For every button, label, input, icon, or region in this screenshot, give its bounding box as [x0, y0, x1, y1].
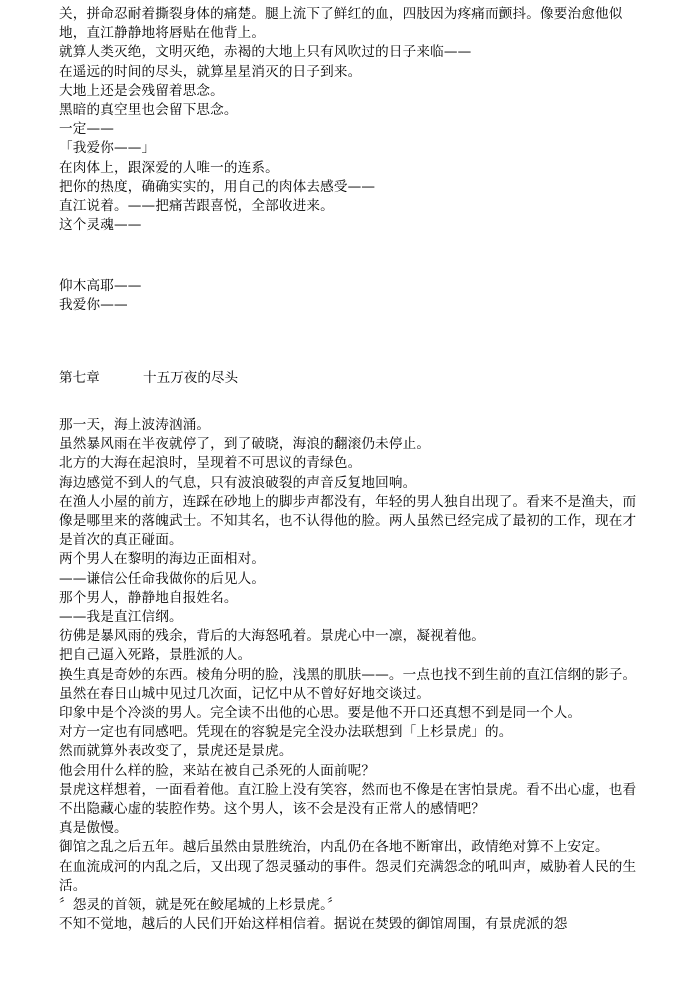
paragraph: 这个灵魂——	[59, 217, 142, 234]
paragraph: 御馆之乱之后五年。越后虽然由景胜统治，内乱仍在各地不断窜出，政情绝对算不上安定。	[59, 839, 609, 856]
text-section-chapter-body	[59, 416, 644, 934]
paragraph: 那个男人，静静地自报姓名。	[59, 589, 238, 606]
paragraph: 仰木高耶——	[59, 278, 142, 294]
paragraph: 两个男人在黎明的海边正面相对。	[59, 551, 266, 568]
paragraph: 对方一定也有同感吧。凭现在的容貌是完全没办法联想到「上杉景虎」的。	[59, 724, 513, 741]
paragraph: 虽然暴风雨在半夜就停了，到了破晓，海浪的翻滚仍未停止。	[59, 436, 431, 453]
paragraph: 真是傲慢。	[59, 820, 128, 837]
text-section-closing-lines	[59, 277, 644, 315]
text-section-before-chapter	[59, 5, 644, 235]
paragraph: 关，拼命忍耐着撕裂身体的痛楚。腿上流下了鲜红的血，四肢因为疼痛而颤抖。像要治愈他似地，直江静静地将唇贴在他背上。	[59, 6, 623, 42]
paragraph: 彷佛是暴风雨的残余，背后的大海怒吼着。景虎心中一凛，凝视着他。	[59, 628, 486, 645]
paragraph: 海边感觉不到人的气息，只有波浪破裂的声音反复地回响。	[59, 474, 417, 491]
paragraph: 印象中是个冷淡的男人。完全读不出他的心思。要是他不开口还真想不到是同一个人。	[59, 705, 582, 722]
chapter-number: 第七章	[59, 370, 100, 386]
paragraph: 景虎这样想着，一面看着他。直江脸上没有笑容，然而也不像是在害怕景虎。看不出心虚，也看不出隐藏心虚的装腔作势。这个男人，该不会是没有正常人的感情吧？	[59, 781, 637, 818]
paragraph: 〞怨灵的首领，就是死在鲛尾城的上杉景虎。〞	[59, 897, 341, 914]
paragraph: 黑暗的真空里也会留下思念。	[59, 102, 238, 119]
chapter-heading	[59, 369, 238, 388]
paragraph: 就算人类灭绝，文明灭绝，赤褐的大地上只有风吹过的日子来临——	[59, 44, 472, 61]
paragraph: 在血流成河的内乱之后，又出现了怨灵骚动的事件。怨灵们充满怨念的吼叫声，威胁着人民的生活。	[59, 858, 637, 894]
paragraph: 「我爱你——」	[59, 140, 156, 157]
paragraph: 我爱你——	[59, 297, 128, 314]
paragraph: 那一天，海上波涛汹涌。	[59, 417, 211, 433]
paragraph: 直江说着。——把痛苦跟喜悦，全部收进来。	[59, 198, 334, 215]
paragraph: 他会用什么样的脸，来站在被自己杀死的人面前呢？	[59, 762, 376, 779]
paragraph: 把自己逼入死路，景胜派的人。	[59, 647, 252, 664]
paragraph: ——我是直江信纲。	[59, 609, 183, 626]
paragraph: 在肉体上，跟深爱的人唯一的连系。	[59, 159, 279, 176]
paragraph: 不知不觉地，越后的人民们开始这样相信着。据说在焚毁的御馆周围，有景虎派的怨	[59, 916, 568, 933]
paragraph: 北方的大海在起浪时，呈现着不可思议的青绿色。	[59, 455, 362, 472]
chapter-title: 十五万夜的尽头	[143, 370, 239, 386]
paragraph: 把你的热度，确确实实的，用自己的肉体去感受——	[59, 178, 376, 195]
paragraph: 然而就算外表改变了，景虎还是景虎。	[59, 743, 293, 760]
paragraph: 大地上还是会残留着思念。	[59, 82, 224, 99]
paragraph: 在渔人小屋的前方，连踩在砂地上的脚步声都没有，年轻的男人独自出现了。看来不是渔夫，而像是哪里来的落魄武士。不知其名，也不认得他的脸。两人虽然已经完成了最初的工作，现在才是首次的真正碰面。	[59, 493, 637, 549]
paragraph: ——谦信公任命我做你的后见人。	[59, 570, 266, 587]
paragraph: 一定——	[59, 121, 114, 138]
paragraph: 在遥远的时间的尽头，就算星星消灭的日子到来。	[59, 63, 362, 80]
paragraph: 换生真是奇妙的东西。棱角分明的脸，浅黑的肌肤——。一点也找不到生前的直江信纲的影子。虽然在春日山城中见过几次面，记忆中从不曾好好地交谈过。	[59, 666, 637, 702]
